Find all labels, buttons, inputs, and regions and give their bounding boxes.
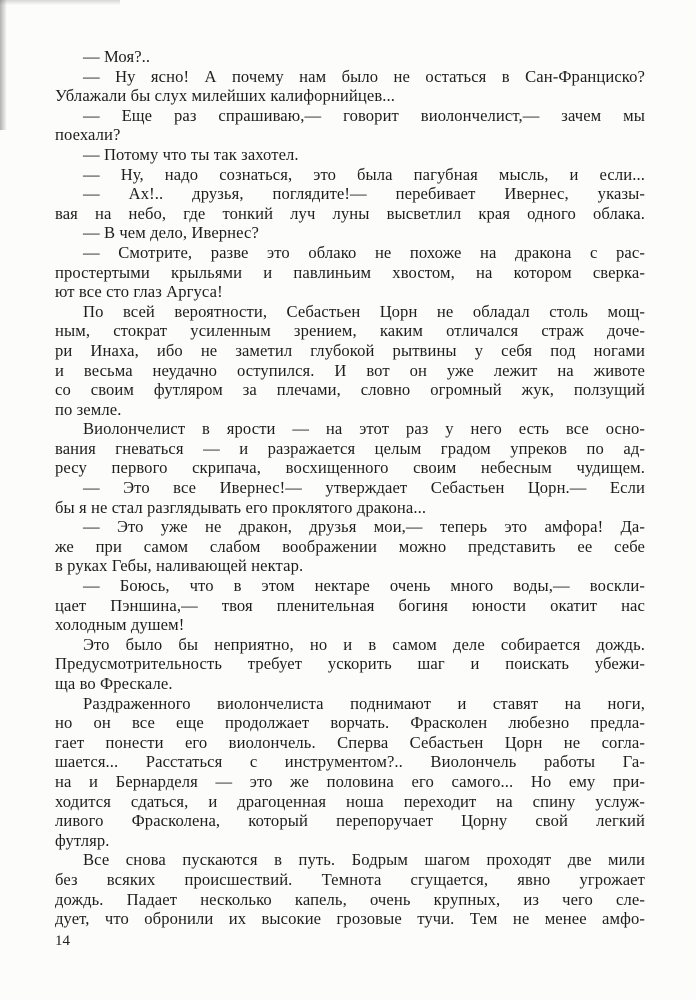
text-line: бы я не стал разглядывать его проклятого дракона... — [55, 497, 427, 517]
text-line: Все снова пускаются в путь. Бодрым шагом проходят две мили — [83, 850, 645, 870]
page-text — [55, 47, 645, 929]
paragraph — [55, 47, 645, 67]
paragraph — [55, 419, 645, 478]
paragraph — [55, 165, 645, 185]
text-line: дует, что обронили их высокие грозовые тучи. Тем не менее амфо- — [55, 909, 645, 929]
text-line: футляр. — [55, 830, 110, 850]
text-line: — Потому что ты так захотел. — [83, 144, 299, 164]
paragraph — [55, 243, 645, 302]
text-line: и весьма неудачно оступился. И вот он уже лежит на животе — [55, 360, 645, 380]
text-line: ливого Фрасколена, который перепоручает Цорну свой легкий — [55, 811, 645, 831]
text-line: цает Пэншина,— твоя пленительная богиня юности окатит нас — [55, 595, 645, 615]
paragraph — [55, 478, 645, 517]
text-line: ходится сдаться, и драгоценная ноша переходит на спину услуж- — [55, 791, 645, 811]
paragraph — [55, 635, 645, 694]
paragraph — [55, 850, 645, 928]
text-line: — Моя?.. — [83, 47, 151, 66]
paragraph — [55, 67, 645, 106]
text-line: ным, стократ усиленным зрением, каким отличался страж доче- — [55, 321, 645, 341]
paragraph — [55, 694, 645, 851]
text-line: шается... Расстаться с инструментом?.. Виолончель работы Га- — [55, 752, 645, 772]
text-line: По всей вероятности, Себастьен Цорн не обладал столь мощ- — [83, 301, 645, 321]
text-line: по земле. — [55, 399, 122, 419]
paragraph — [55, 145, 645, 165]
text-line: — Ну ясно! А почему нам было не остаться в Сан-Франциско? — [83, 66, 645, 86]
text-line: вая на небо, где тонкий луч луны высветлил края одного облака. — [55, 203, 645, 223]
text-line: ри Инаха, ибо не заметил глубокой рытвины у себя под ногами — [55, 340, 645, 360]
text-line: Виолончелист в ярости — на этот раз у него есть все осно- — [83, 419, 645, 439]
text-line: со своим футляром за плечами, словно огромный жук, ползущий — [55, 380, 645, 400]
paragraph — [55, 184, 645, 223]
text-line: поехали? — [55, 125, 121, 145]
text-line: дождь. Падает несколько капель, очень крупных, из чего сле- — [55, 889, 645, 909]
text-line: в руках Гебы, наливающей нектар. — [55, 556, 304, 576]
paragraph — [55, 302, 645, 420]
text-line: — В чем дело, Ивернес? — [83, 223, 259, 243]
paragraph — [55, 223, 645, 243]
page-number: 14 — [55, 933, 70, 949]
text-line: но он все еще продолжает ворчать. Фрасколен любезно предла- — [55, 713, 645, 733]
text-line: на и Бернарделя — это же половина его самого... Но ему при- — [55, 771, 645, 791]
text-line: же при самом слабом воображении можно представить ее себе — [55, 536, 645, 556]
text-line: ща во Фрескале. — [55, 674, 173, 693]
text-line: Это было бы неприятно, но и в самом деле собирается дождь. — [83, 634, 645, 654]
text-line: — Это все Ивернес!— утверждает Себастьен Цорн.— Если — [83, 478, 645, 498]
text-line: — Ну, надо сознаться, это была пагубная мысль, и если... — [83, 164, 645, 184]
text-line: простертыми крыльями и павлиньим хвостом, на котором сверка- — [55, 262, 645, 282]
text-line: — Смотрите, разве это облако не похоже на дракона с рас- — [83, 242, 645, 262]
paragraph — [55, 517, 645, 576]
text-line: Раздраженного виолончелиста поднимают и ставят на ноги, — [83, 693, 645, 713]
text-line: Ублажали бы слух милейших калифорнийцев... — [55, 86, 395, 106]
text-line: вания гневаться — и разражается целым градом упреков по ад- — [55, 438, 645, 458]
text-line: гает понести его виолончель. Сперва Себастьен Цорн не согла- — [55, 732, 645, 752]
text-line: Предусмотрительность требует ускорить шаг и поискать убежи- — [55, 654, 645, 674]
text-line: холодным душем! — [55, 615, 185, 635]
paragraph — [55, 106, 645, 145]
text-line: без всяких происшествий. Темнота сгущается, явно угрожает — [55, 869, 645, 889]
text-line: — Ах!.. друзья, поглядите!— перебивает Ивернес, указы- — [83, 184, 645, 204]
text-line: — Боюсь, что в этом нектаре очень много воды,— воскли- — [83, 576, 645, 596]
text-line: ресу первого скрипача, восхищенного своим небесным чудищем. — [55, 458, 645, 478]
text-line: ют все сто глаз Аргуса! — [55, 282, 223, 302]
text-line: — Еще раз спрашиваю,— говорит виолончелист,— зачем мы — [83, 105, 645, 125]
paragraph — [55, 576, 645, 635]
text-line: — Это уже не дракон, друзья мои,— теперь это амфора! Да- — [83, 517, 645, 537]
